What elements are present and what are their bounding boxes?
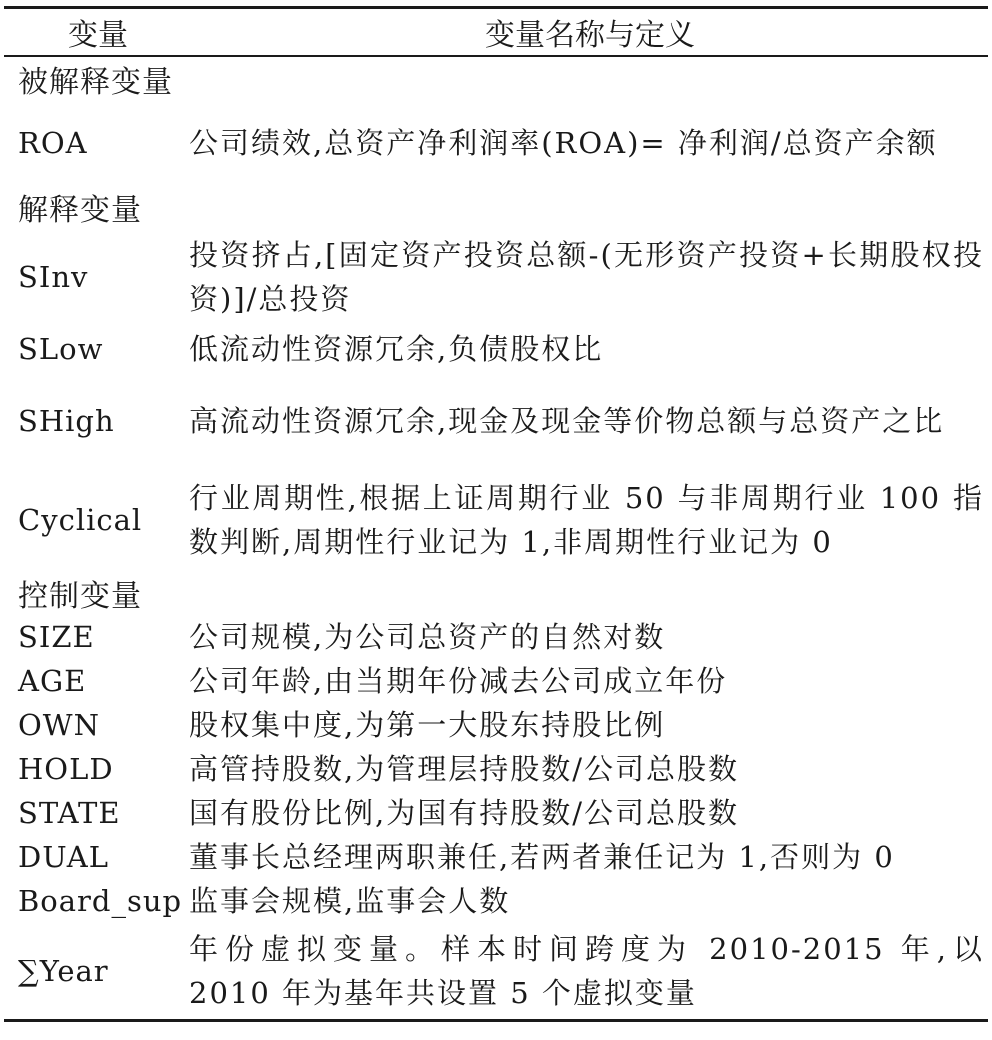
- table-row: [4, 101, 988, 185]
- variable-definition: 年份虚拟变量。样本时间跨度为 2010-2015 年,以 2010 年为基年共设置 5 个虚拟变量: [189, 932, 984, 1010]
- variable-definition: 监事会规模,监事会人数: [189, 884, 511, 918]
- variable-definition: 公司规模,为公司总资产的自然对数: [189, 620, 666, 654]
- variable-definition: 高流动性资源冗余,现金及现金等价物总额与总资产之比: [189, 404, 945, 438]
- variable-definition: 低流动性资源冗余,负债股权比: [189, 332, 604, 366]
- table-row: [4, 469, 988, 571]
- table-row: [4, 747, 988, 791]
- table-row: [4, 923, 988, 1019]
- variable-name: SLow: [18, 332, 104, 366]
- variable-name: ∑Year: [18, 954, 109, 988]
- variable-name: SIZE: [18, 620, 95, 654]
- variable-definition: 董事长总经理两职兼任,若两者兼任记为 1,否则为 0: [189, 840, 895, 874]
- variable-definition: 投资挤占,[固定资产投资总额-(无形资产投资+长期股权投资)]/总投资: [189, 238, 984, 316]
- table-row: [4, 879, 988, 923]
- variable-name: SHigh: [18, 404, 115, 438]
- variable-name: HOLD: [18, 752, 114, 786]
- variable-name: ROA: [18, 126, 88, 160]
- header-definition: 变量名称与定义: [485, 18, 695, 53]
- header-variable: 变量: [68, 18, 128, 53]
- variable-definition: 行业周期性,根据上证周期行业 50 与非周期行业 100 指数判断,周期性行业记为 1,非周期性行业记为 0: [189, 481, 984, 559]
- bottom-rule: [4, 1019, 988, 1022]
- section-title-control: 控制变量: [18, 579, 142, 614]
- variable-name: STATE: [18, 796, 121, 830]
- table-row: [4, 835, 988, 879]
- variable-definition: 公司年龄,由当期年份减去公司成立年份: [189, 664, 728, 698]
- table-row: [4, 373, 988, 469]
- table-row: [4, 325, 988, 373]
- table-row: [4, 615, 988, 659]
- variable-definition: 公司绩效,总资产净利润率(ROA)= 净利润/总资产余额: [189, 126, 938, 160]
- section-title-explanatory: 解释变量: [18, 193, 142, 228]
- table-row: [4, 229, 988, 325]
- variable-name: DUAL: [18, 840, 109, 874]
- section-title-dependent: 被解释变量: [18, 65, 173, 100]
- variable-definition: 股权集中度,为第一大股东持股比例: [189, 708, 666, 742]
- variable-name: Cyclical: [18, 503, 143, 537]
- variable-definition: 国有股份比例,为国有持股数/公司总股数: [189, 796, 739, 830]
- table-row: [4, 703, 988, 747]
- variable-name: SInv: [18, 260, 89, 294]
- table-row: [4, 659, 988, 703]
- variable-definition: 高管持股数,为管理层持股数/公司总股数: [189, 752, 739, 786]
- table-header: [4, 9, 988, 55]
- variable-definition-table: [4, 4, 988, 1022]
- variable-name: OWN: [18, 708, 100, 742]
- table-row: [4, 791, 988, 835]
- variable-name: Board_sup: [18, 884, 183, 918]
- variable-name: AGE: [18, 664, 87, 698]
